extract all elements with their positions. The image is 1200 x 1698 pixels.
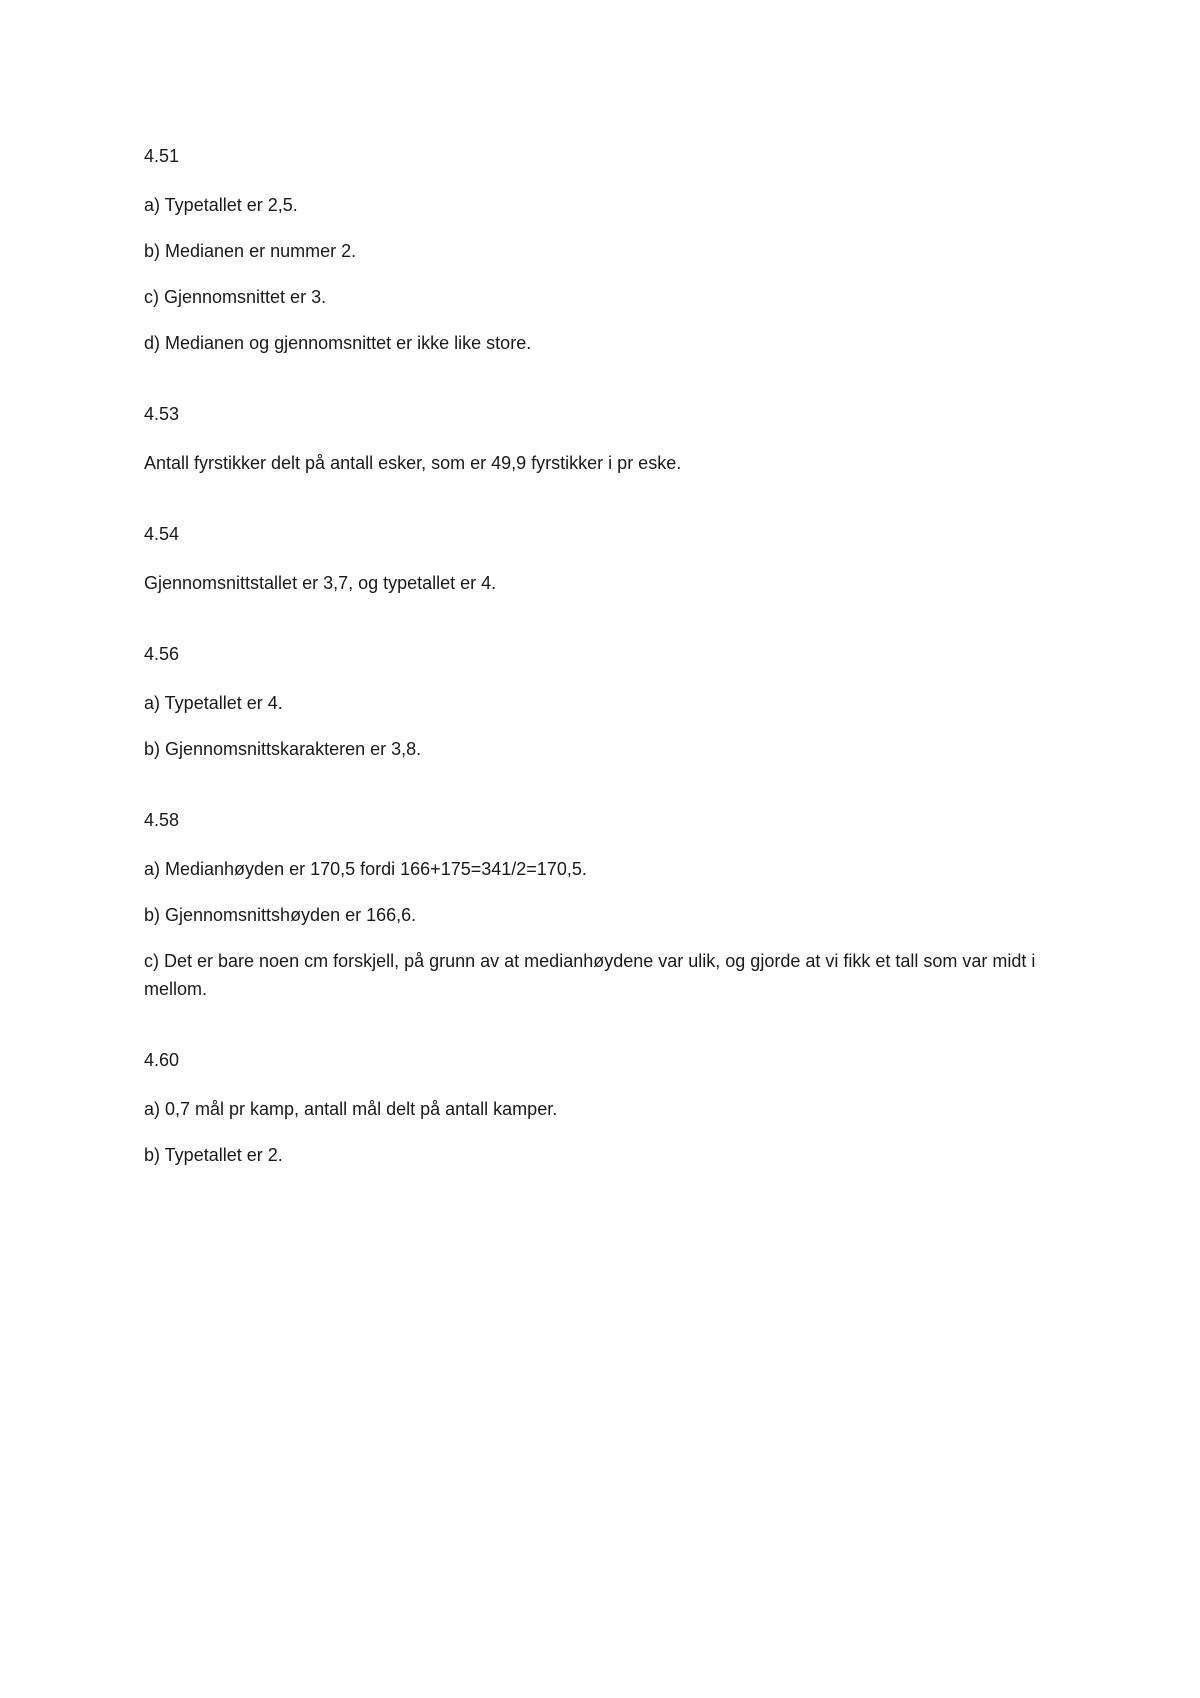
document-body: [144, 145, 1044, 1215]
exercise-number: 4.53: [144, 404, 180, 424]
exercise-number: 4.60: [144, 1050, 180, 1070]
answer-line: Gjennomsnittstallet er 3,7, og typetallet er 4.: [144, 573, 497, 593]
exercise-4-56: [144, 643, 1044, 763]
answer-line: b) Typetallet er 2.: [144, 1145, 283, 1165]
answer-line: b) Gjennomsnittshøyden er 166,6.: [144, 905, 417, 925]
exercise-number: 4.54: [144, 524, 180, 544]
answer-line: b) Medianen er nummer 2.: [144, 241, 357, 261]
answer-line: c) Gjennomsnittet er 3.: [144, 287, 327, 307]
exercise-number: 4.51: [144, 146, 180, 166]
answer-line: d) Medianen og gjennomsnittet er ikke like store.: [144, 333, 532, 353]
exercise-number: 4.56: [144, 644, 180, 664]
exercise-4-54: [144, 523, 1044, 597]
exercise-4-60: [144, 1049, 1044, 1169]
exercise-4-58: [144, 809, 1044, 1003]
answer-line: a) Typetallet er 2,5.: [144, 195, 298, 215]
answer-line: a) 0,7 mål pr kamp, antall mål delt på antall kamper.: [144, 1099, 558, 1119]
answer-line: a) Medianhøyden er 170,5 fordi 166+175=341/2=170,5.: [144, 859, 587, 879]
answer-line: c) Det er bare noen cm forskjell, på grunn av at medianhøydene var ulik, og gjorde at vi fikk et tall som var midt i mellom.: [144, 951, 1036, 999]
answer-line: b) Gjennomsnittskarakteren er 3,8.: [144, 739, 422, 759]
exercise-4-53: [144, 403, 1044, 477]
answer-line: Antall fyrstikker delt på antall esker, som er 49,9 fyrstikker i pr eske.: [144, 453, 682, 473]
exercise-4-51: [144, 145, 1044, 357]
answer-line: a) Typetallet er 4.: [144, 693, 283, 713]
exercise-number: 4.58: [144, 810, 180, 830]
